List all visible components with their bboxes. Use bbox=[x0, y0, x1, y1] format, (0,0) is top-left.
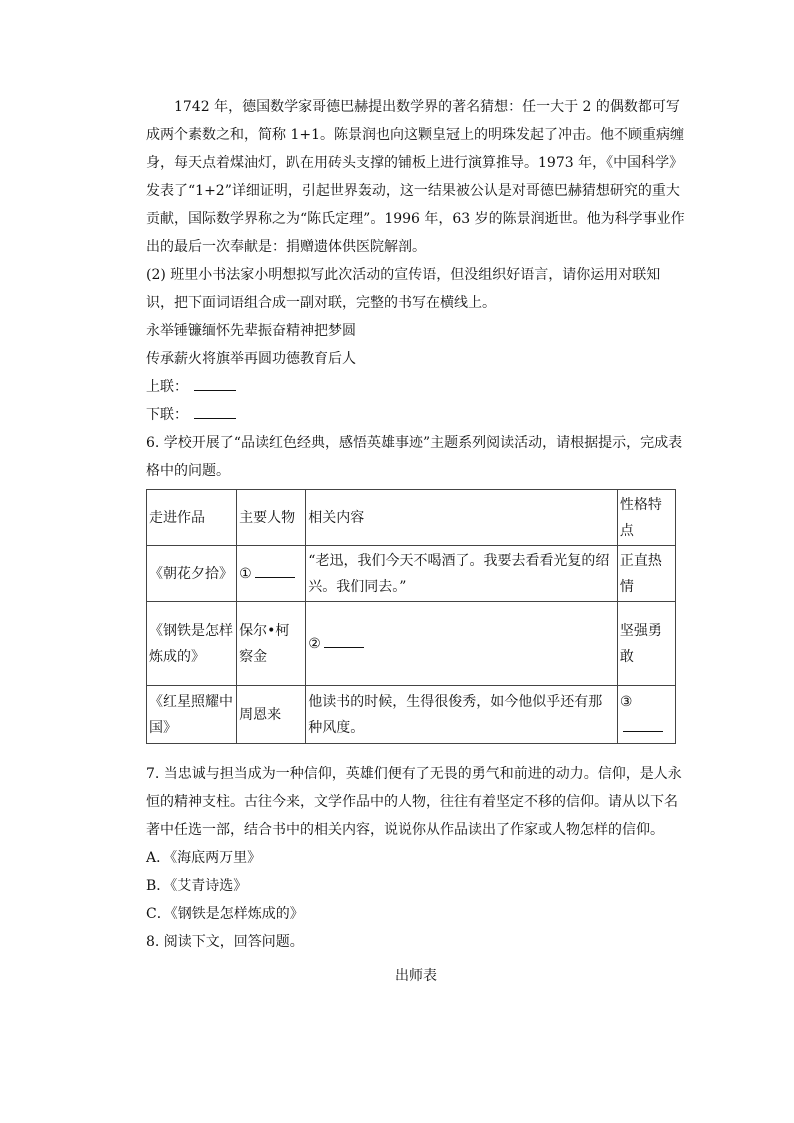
cell-person: 保尔•柯察金 bbox=[237, 602, 306, 686]
lower-couplet-label: 下联： bbox=[146, 407, 188, 423]
question-8-prompt: 8. 阅读下文，回答问题。 bbox=[146, 934, 304, 950]
blank-marker-1: ① bbox=[239, 565, 252, 582]
answer-blank-2[interactable] bbox=[324, 633, 364, 648]
cell-content: 他读书的时候，生得很俊秀，如今他似乎还有那种风度。 bbox=[306, 686, 618, 744]
cell-content bbox=[306, 602, 618, 686]
cell-trait: 坚强勇敢 bbox=[617, 602, 675, 686]
document-content bbox=[146, 93, 686, 1004]
cell-person: 周恩来 bbox=[237, 686, 306, 744]
upper-couplet-line bbox=[146, 373, 686, 401]
table-row bbox=[147, 686, 676, 744]
cell-content: “老迅，我们今天不喝酒了。我要去看看光复的绍兴。我们同去。” bbox=[306, 546, 618, 602]
lower-couplet-blank[interactable] bbox=[194, 404, 236, 419]
word-group-1: 永举锤镰缅怀先辈振奋精神把梦圆 bbox=[146, 323, 356, 339]
upper-couplet-blank[interactable] bbox=[194, 376, 236, 391]
reading-table bbox=[146, 489, 676, 744]
cell-work: 《红星照耀中国》 bbox=[147, 686, 237, 744]
cell-work: 《钢铁是怎样炼成的》 bbox=[147, 602, 237, 686]
cell-trait bbox=[617, 686, 675, 744]
table-header-row bbox=[147, 490, 676, 546]
question-7-prompt: 7. 当忠诚与担当成为一种信仰，英雄们便有了无畏的勇气和前进的动力。信仰，是人永恒的精神支柱。古往今来，文学作品中的人物，往往有着坚定不移的信仰。请从以下名著中任选一部，结合书中的相关内容，说说你从作品读出了作家或人物怎样的信仰。 bbox=[146, 766, 682, 838]
upper-couplet-label: 上联： bbox=[146, 379, 188, 395]
option-a: A．《海底两万里》 bbox=[146, 850, 262, 866]
option-c: C．《钢铁是怎样炼成的》 bbox=[146, 906, 304, 922]
header-person: 主要人物 bbox=[237, 490, 306, 546]
cell-work: 《朝花夕拾》 bbox=[147, 546, 237, 602]
cell-person bbox=[237, 546, 306, 602]
blank-marker-3: ③ bbox=[619, 693, 633, 710]
table-row bbox=[147, 546, 676, 602]
answer-blank-3[interactable] bbox=[623, 717, 663, 732]
blank-marker-2: ② bbox=[308, 635, 321, 652]
answer-blank-1[interactable] bbox=[255, 563, 295, 578]
chen-jingrun-paragraph: 1742 年，德国数学家哥德巴赫提出数学界的著名猜想：任一大于 2 的偶数都可写成两个素数之和，简称 1+1。陈景润也向这颗皇冠上的明珠发起了冲击。他不顾重病缠身，每天点着煤油灯，趴在用砖头支撑的铺板上进行演算推导。1973 年，《中国科学》发表了“1+2”详细证明，引起世界轰动，这一结果被公认是对哥德巴赫猜想研究的重大贡献，国际数学界称之为“陈氏定理”。1996 年，63 岁的陈景润逝世。他为科学事业作出的最后一次奉献是：捐赠遗体供医院解剖。 bbox=[146, 99, 685, 255]
lower-couplet-line bbox=[146, 401, 686, 429]
option-b: B．《艾青诗选》 bbox=[146, 878, 248, 894]
question-2-prompt: (2) 班里小书法家小明想拟写此次活动的宣传语，但没组织好语言，请你运用对联知识，把下面词语组合成一副对联，完整的书写在横线上。 bbox=[146, 267, 661, 311]
passage-title: 出师表 bbox=[395, 968, 437, 984]
cell-trait: 正直热情 bbox=[617, 546, 675, 602]
header-content: 相关内容 bbox=[306, 490, 618, 546]
table-row bbox=[147, 602, 676, 686]
question-6-prompt: 6. 学校开展了“品读红色经典，感悟英雄事迹”主题系列阅读活动，请根据提示，完成表格中的问题。 bbox=[146, 435, 683, 479]
header-work: 走进作品 bbox=[147, 490, 237, 546]
header-trait: 性格特点 bbox=[617, 490, 675, 546]
word-group-2: 传承薪火将旗举再圆功德教育后人 bbox=[146, 351, 356, 367]
